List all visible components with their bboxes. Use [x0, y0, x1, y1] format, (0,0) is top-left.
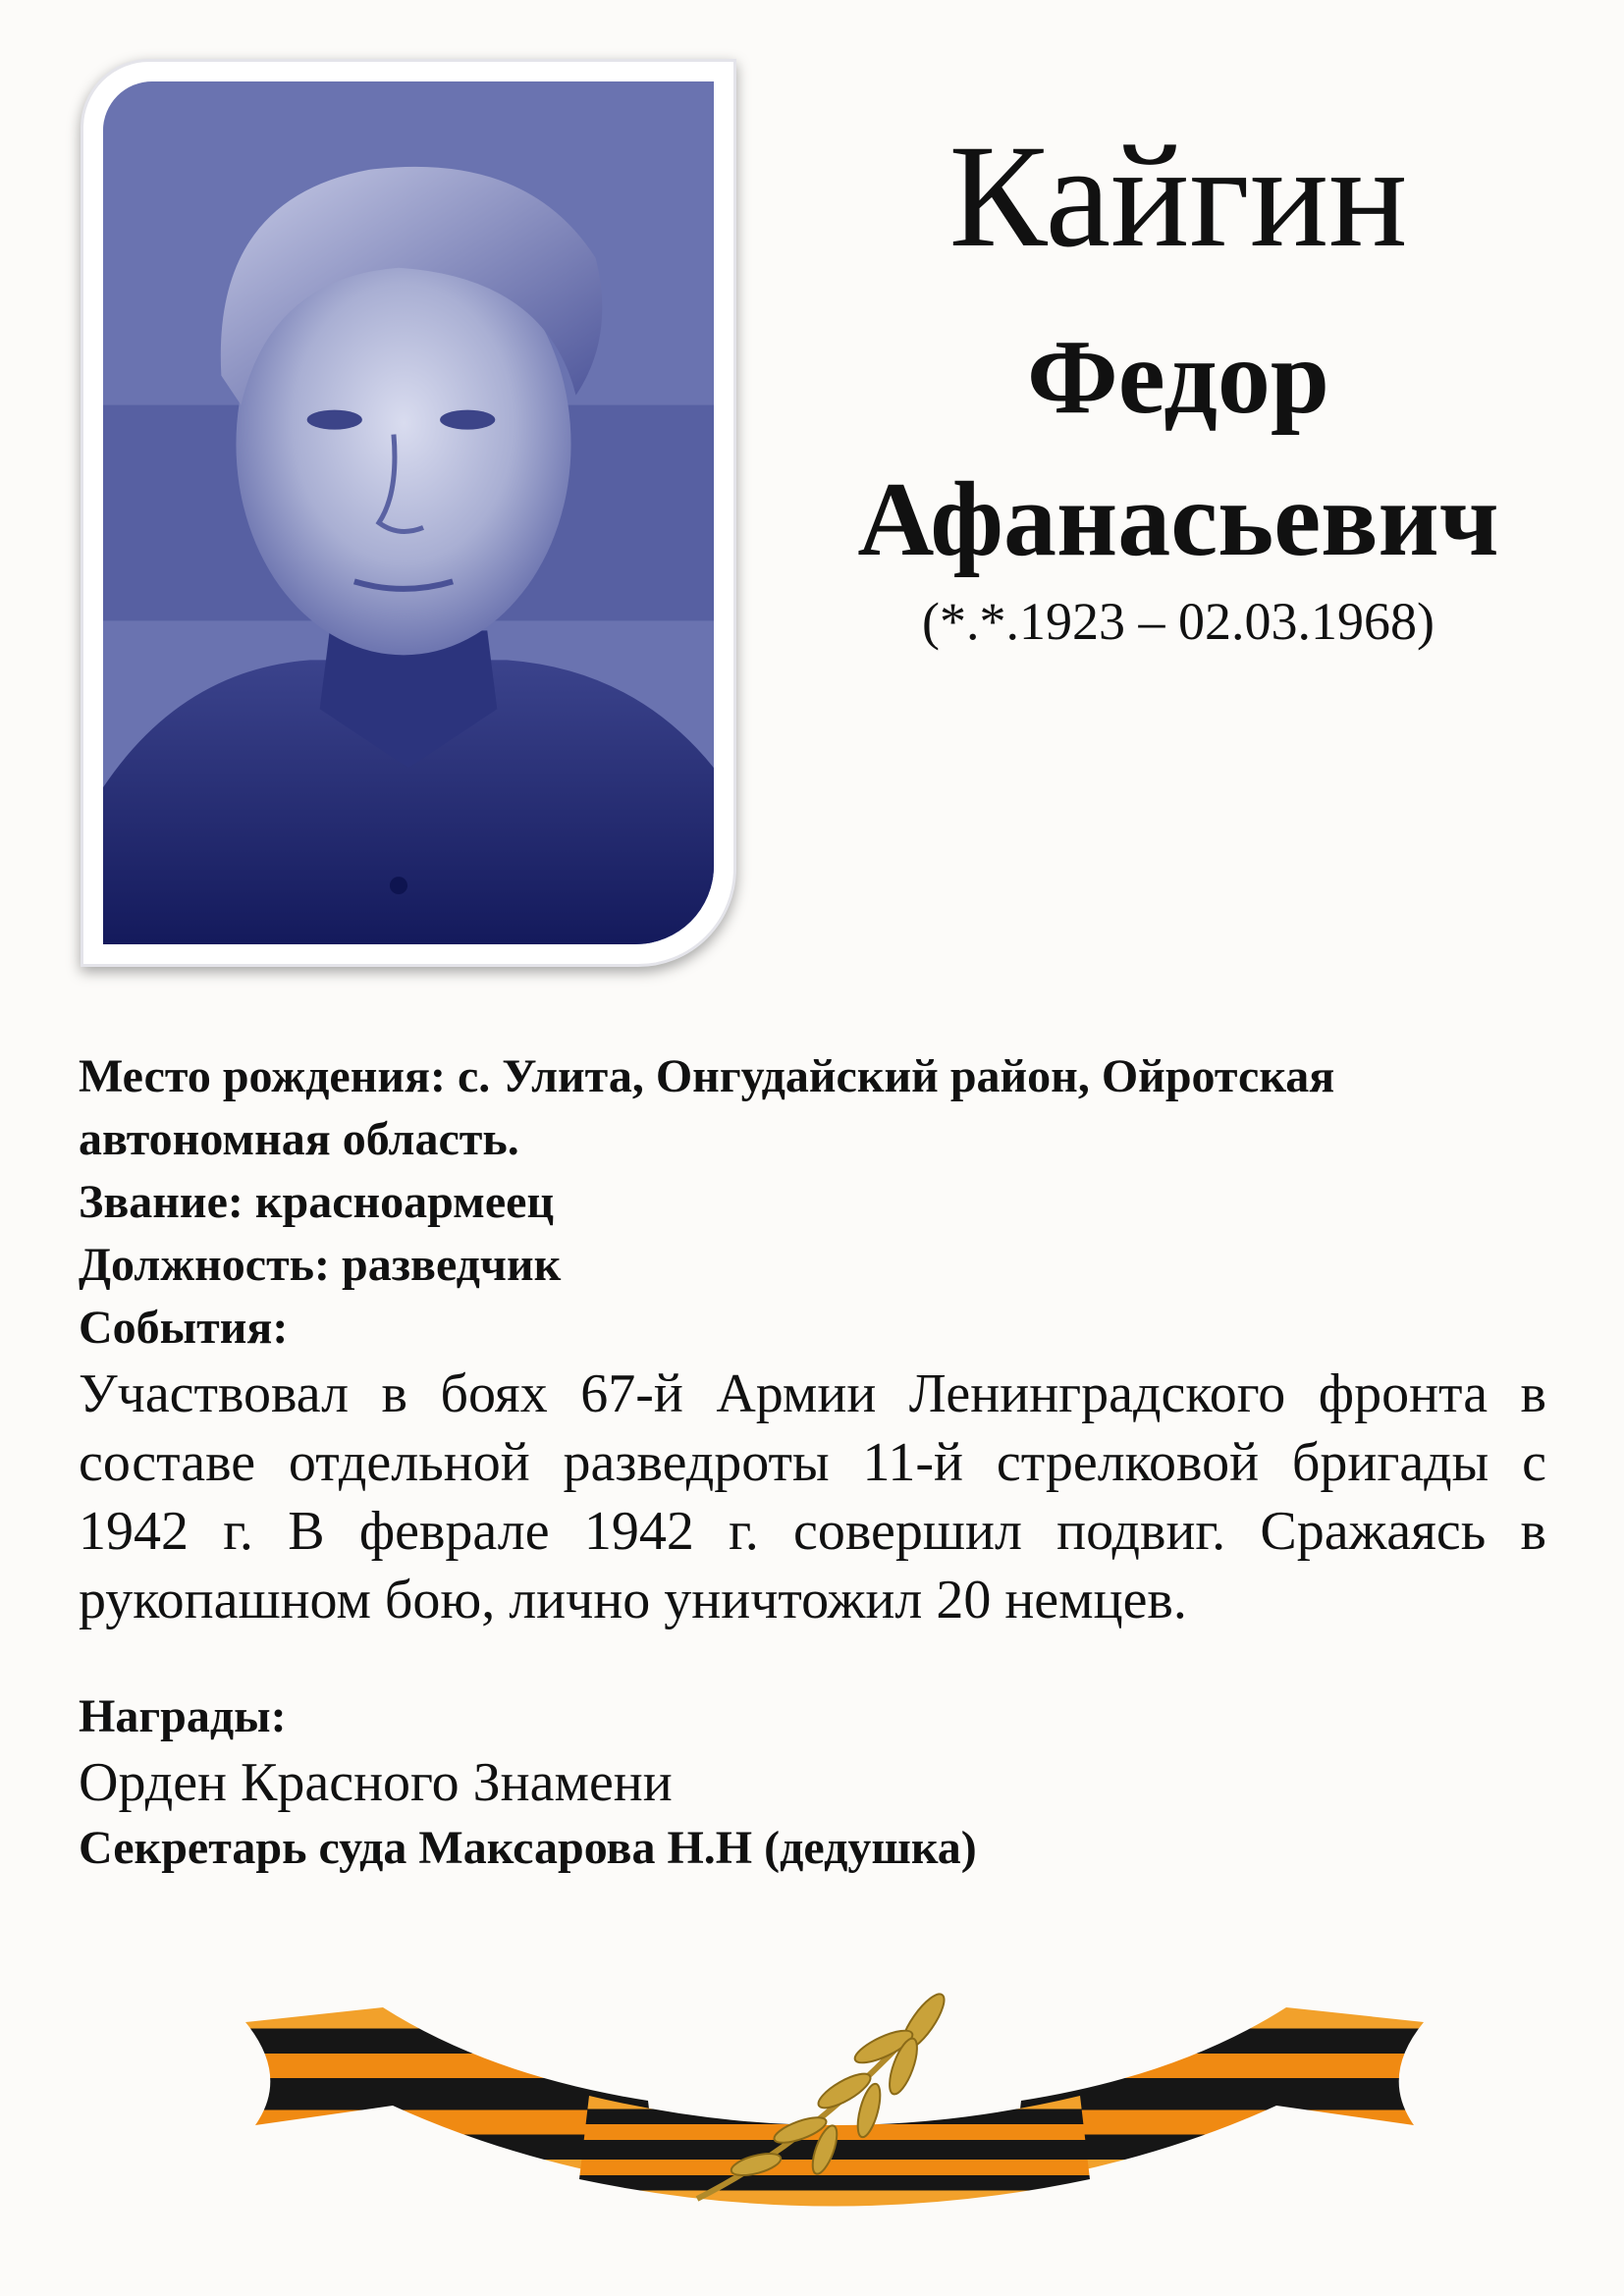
patronymic: Афанасьевич [857, 461, 1499, 578]
birthplace: Место рождения: с. Улита, Онгудайский район, Ойротская автономная область. [79, 1050, 1335, 1165]
life-dates: (*.*.1923 – 02.03.1968) [922, 592, 1435, 651]
st-george-ribbon-icon [236, 1988, 1434, 2218]
position: Должность: разведчик [79, 1239, 562, 1291]
rank: Звание: красноармеец [79, 1176, 555, 1228]
portrait-image [103, 81, 714, 944]
given-name: Федор [1027, 319, 1329, 436]
submitted-by: Секретарь суда Максарова Н.Н (дедушка) [79, 1822, 977, 1874]
spacer [79, 1634, 1546, 1685]
events-text: Участвовал в боях 67-й Армии Ленинградского фронта в составе отдельной разведроты 11-й стрелковой бригады с 1942 г. В феврале 1942 г. совершил подвиг. Сражаясь в рукопашном бою, лично уничтожил 20 немцев. [79, 1363, 1546, 1630]
portrait-photo [103, 81, 714, 944]
surname: Кайгин [948, 115, 1408, 278]
awards-label: Награды: [79, 1690, 287, 1742]
biography [79, 1045, 1546, 1880]
events-label: События: [79, 1302, 289, 1354]
awards-text: Орден Красного Знамени [79, 1752, 673, 1813]
portrait-frame [81, 59, 736, 967]
